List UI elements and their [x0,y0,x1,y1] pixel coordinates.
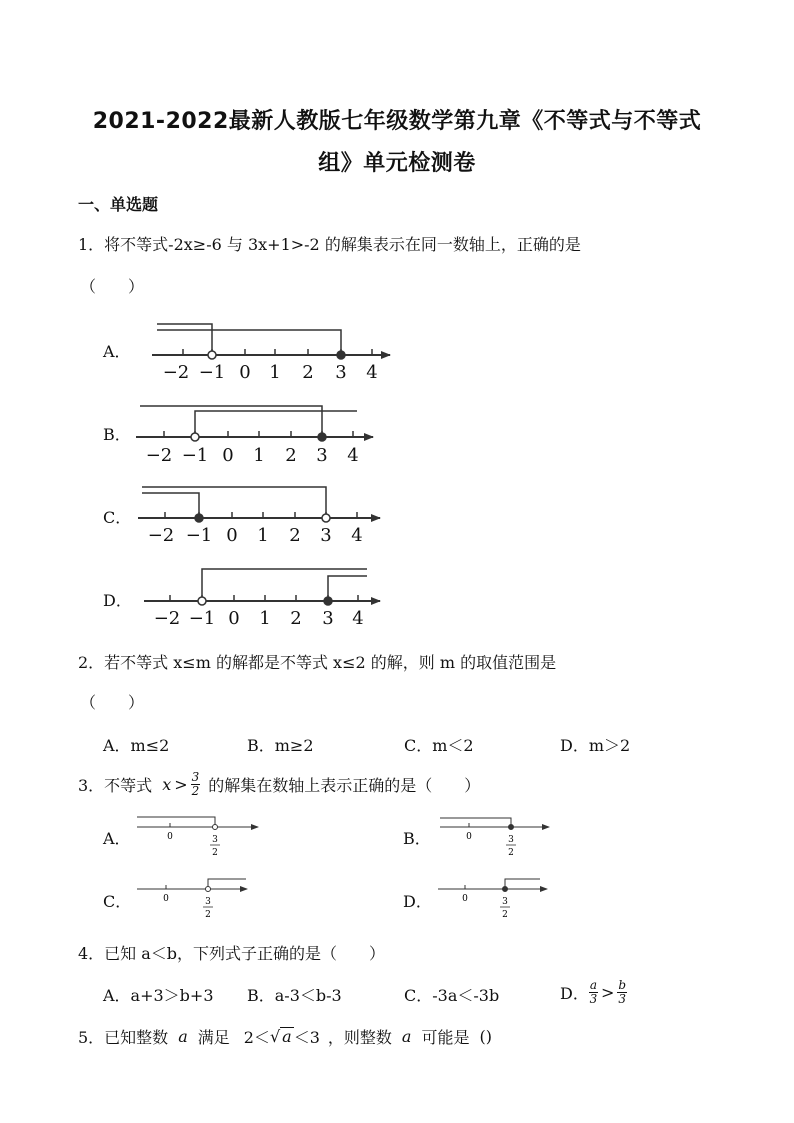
tick-label: −2 [153,608,181,629]
frac-den-label: 2 [212,848,218,858]
question-1-text: 1．将不等式-2x≥-6 与 3x+1>-2 的解集表示在同一数轴上，正确的是 [78,235,581,254]
tick-label: 2 [289,525,301,546]
tick-label: −1 [188,608,216,629]
frac-den-label: 2 [508,848,514,858]
tick-label: 4 [351,525,363,546]
tick-label: −2 [147,525,175,546]
q1-option-a-label: A． [103,342,131,361]
tick-label: 4 [347,445,359,466]
q3-option-a-numberline [137,817,258,858]
q2-option-b: B．m≥2 [247,736,314,755]
q3-option-a-label: A． [103,829,131,848]
tick-label: 0 [226,525,238,546]
q5-mid1: 满足 [197,1027,230,1047]
q4-option-d-label: D． [560,983,589,1003]
frac-num-label: 3 [502,897,508,907]
q3-option-c-numberline [137,879,247,920]
open-dot [322,514,330,522]
q3-number-lines [0,800,794,930]
tick-label: 3 [320,525,332,546]
closed-dot [324,597,332,605]
tick-label: −1 [185,525,213,546]
question-2-paren: （ ） [80,693,145,712]
sqrt-sign: √ [269,1026,281,1046]
frac-den-label: 2 [502,910,508,920]
open-dot [191,433,199,441]
q5-var: a [178,1026,188,1046]
q5-ineq-left: 2＜ [243,1027,270,1047]
question-2-text: 2．若不等式 x≤m 的解都是不等式 x≤2 的解，则 m 的取值范围是 [78,653,557,672]
q3-option-c-label: C． [103,892,132,911]
frac-den: 3 [589,991,598,1006]
tick-label: 1 [253,445,265,466]
section-heading: 一、单选题 [78,195,159,214]
q3-suffix: 的解集在数轴上表示正确的是（ ） [208,775,481,795]
tick-label: −2 [162,362,190,383]
q4-option-c: C．-3a＜-3b [404,986,500,1005]
q5-radicand: a [282,1026,292,1046]
q4-d-fraction-left [589,979,598,1006]
tick-label: 2 [302,362,314,383]
q3-option-d-numberline [438,879,547,920]
question-4-text: 4．已知 a＜b，下列式子正确的是（ ） [78,944,386,963]
tick-label: 4 [366,362,378,383]
question-3-text [78,770,480,798]
frac-num-label: 3 [212,835,218,845]
q5-prefix: 5．已知整数 [78,1027,169,1047]
tick-label: 3 [316,445,328,466]
frac-den: 3 [618,991,627,1006]
title-line-1: 2021-2022最新人教版七年级数学第九章《不等式与不等式 [92,109,702,134]
open-dot [206,887,211,892]
q3-option-d-label: D． [403,892,432,911]
closed-dot [509,825,514,830]
tick-label: 0 [228,608,240,629]
tick-label: 1 [259,608,271,629]
q4-option-b: B．a-3＜b-3 [247,986,342,1005]
q1-option-b-numberline [136,406,373,466]
tick-label: −1 [198,362,226,383]
q3-prefix: 3．不等式 [78,775,153,795]
q5-var-2: a [401,1026,412,1046]
q3-option-b-label: B． [403,829,431,848]
q3-rel: > [174,774,188,794]
q4-d-fraction-right [617,979,627,1006]
frac-num-label: 3 [205,897,211,907]
q5-suffix: 可能是 [421,1027,470,1047]
q3-fraction [191,771,201,798]
q3-option-b-numberline [440,818,549,858]
q4-d-rel: > [601,982,615,1002]
question-5-text [78,1022,492,1050]
q1-option-c-numberline [138,487,380,546]
q2-option-c: C．m＜2 [404,736,474,755]
zero-label: 0 [462,894,468,904]
tick-label: 2 [290,608,302,629]
q1-option-c-label: C． [103,508,132,527]
tick-label: −2 [145,445,173,466]
tick-label: 3 [335,362,347,383]
q5-mid2: ，则整数 [327,1027,392,1047]
q3-var: x [162,774,172,794]
closed-dot [337,351,345,359]
tick-label: 4 [352,608,364,629]
q5-ineq-right: ＜3 [293,1027,320,1047]
q3-frac-den: 2 [191,783,200,798]
q1-option-d-label: D． [103,591,132,610]
frac-num: b [618,977,627,992]
zero-label: 0 [466,832,472,842]
tick-label: 1 [269,362,281,383]
q1-option-a-numberline [152,324,390,383]
closed-dot [195,514,203,522]
frac-den-label: 2 [205,910,211,920]
closed-dot [318,433,326,441]
zero-label: 0 [167,832,173,842]
tick-label: 1 [257,525,269,546]
frac-num-label: 3 [508,835,514,845]
q2-option-a: A．m≤2 [103,736,170,755]
q4-option-a: A．a+3＞b+3 [103,986,214,1005]
q5-blank: () [479,1026,492,1046]
q4-option-d [560,976,627,1008]
question-1-paren: （ ） [80,277,145,296]
q3-frac-num: 3 [191,769,200,784]
closed-dot [503,887,508,892]
tick-label: 3 [322,608,334,629]
frac-num: a [589,977,597,992]
zero-label: 0 [163,894,169,904]
open-dot [198,597,206,605]
tick-label: 2 [285,445,297,466]
open-dot [213,825,218,830]
tick-label: 0 [239,362,251,383]
open-dot [208,351,216,359]
title-line-2: 组》单元检测卷 [318,151,476,176]
tick-label: 0 [222,445,234,466]
q1-option-b-label: B． [103,425,131,444]
q1-option-d-numberline [144,569,380,629]
q2-option-d: D．m＞2 [560,736,631,755]
tick-label: −1 [181,445,209,466]
